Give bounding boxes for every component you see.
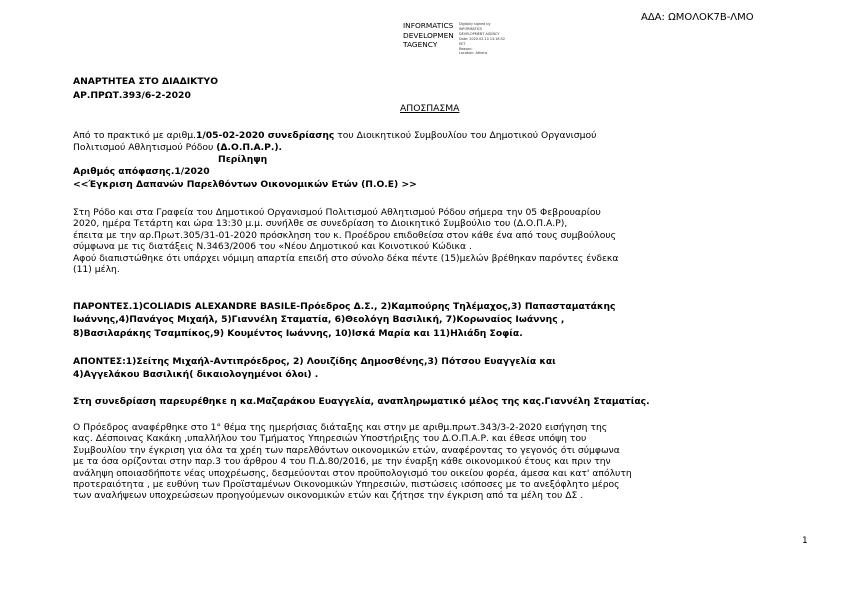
present-line: Ιωάννης,4)Πανάγος Μιχαήλ, 5)Γιαννέλη Σταματία, 6)Θεολόγη Βασιλική, 7)Κορωναίος Ιωάννης , <box>73 314 565 326</box>
session-ref: 1/05-02-2020 συνεδρίασης <box>195 130 335 141</box>
intro-text: Από το πρακτικό με αριθμ. <box>73 130 196 141</box>
document-title: ΑΠΟΣΠΑΣΜΑ <box>400 103 460 114</box>
stamp-small-line: INFORMATICS <box>459 26 483 31</box>
paragraph-line: με τα όσα ορίζονται στην παρ.3 του άρθρου 4 του Π.Δ.80/2016, με την έναρξη κάθε οικονομικού έτους και πριν την <box>73 456 611 468</box>
present-line: ΠΑΡΟΝΤΕΣ.1)COLIADIS ALEXANDRE BASILE-Πρόεδρος Δ.Σ., 2)Καμπούρης Τηλέμαχος,3) Παπασταματάκης <box>73 301 616 312</box>
decision-subject: <<Έγκριση Δαπανών Παρελθόντων Οικονομικών Ετών (Π.Ο.Ε) >> <box>73 179 417 190</box>
paragraph-line: των αναλήψεων υποχρεώσεων προηγούμενων οικονομικών ετών και ζήτησε την έγκριση από τα μέλη του ΔΣ . <box>73 490 584 502</box>
intro-line-2 <box>73 142 282 153</box>
stamp-line: INFORMATICS <box>403 21 454 30</box>
paragraph-line: προτεραιότητα , με ευθύνη των Προϊσταμένων Οικονομικών Υπηρεσιών, πιστώσεις ισόποσες με το ανεξόφλητο μέρος <box>73 479 620 491</box>
paragraph-line: 2020, ημέρα Τετάρτη και ώρα 13:30 μ.μ. συνήλθε σε συνεδρίαση το Διοικητικό Συμβούλιο του (Δ.Ο.Π.Α.Ρ), <box>73 218 568 230</box>
stamp-small-line: Location: Athens <box>459 51 488 56</box>
session-paragraph <box>73 207 618 275</box>
organization-abbr: (Δ.Ο.Π.Α.Ρ.). <box>216 142 283 153</box>
stamp-line: DEVELOPMEN <box>403 30 454 40</box>
paragraph-line: Συμβουλίου την έγκριση για όλα τα χρέη των παρελθόντων οικονομικών ετών, αναφέροντας το γεγονός ότι σύμφωνα <box>73 444 620 456</box>
paragraph-line: κας. Δέσποινας Κακάκη ,υπαλλήλου του Τμήματος Υπηρεσιών Υποστήριξης του Δ.Ο.Π.Α.Ρ. και έθεσε υπόψη του <box>73 433 587 445</box>
intro-line-1 <box>73 130 596 141</box>
absent-line: ΑΠΟΝΤΕΣ:1)Σείτης Μιχαήλ-Αντιπρόεδρος, 2) Λουιζίδης Δημοσθένης,3) Πότσου Ευαγγελία και <box>73 356 556 367</box>
decision-number: Αριθμός απόφασης.1/2020 <box>73 166 210 177</box>
present-line: 8)Βασιλαράκης Τσαμπίκος,9) Κουμέντος Ιωάννης, 10)Ισκά Μαρία και 11)Ηλιάδη Σοφία. <box>73 327 523 339</box>
stamp-small-line: Digitally signed by <box>459 22 491 26</box>
intro-text: του Διοικητικού Συμβουλίου του Δημοτικού Οργανισμού <box>334 130 597 141</box>
stamp-small-line: EET <box>459 41 466 46</box>
absent-members <box>73 355 556 382</box>
discussion-paragraph <box>73 422 632 502</box>
page-number: 1 <box>802 536 808 546</box>
stamp-line: TAGENCY <box>403 40 438 49</box>
paragraph-line: ανάληψη οποιασδήποτε νέας υποχρέωσης, δεσμεύονται στον προϋπολογισμό του οικείου φορέα, άμεσα και κατ' απόλυτη <box>73 467 632 479</box>
stamp-text <box>403 21 454 50</box>
paragraph-line: Στη Ρόδο και στα Γραφεία του Δημοτικού Οργανισμού Πολιτισμού Αθλητισμού Ρόδου σήμερα την 05 Φεβρουαρίου <box>73 207 601 218</box>
ada-code: ΑΔΑ: ΩΜΟΛΟΚ7Β-ΛΜΟ <box>641 12 754 23</box>
publish-notice: ΑΝΑΡΤΗΤΕΑ ΣΤΟ ΔΙΑΔΙΚΤΥΟ <box>73 76 219 87</box>
stamp-small-line: Date: 2020.02.10 13:18:52 <box>459 36 506 41</box>
intro-text: Πολιτισμού Αθλητισμού Ρόδου <box>73 142 217 153</box>
protocol-number: ΑΡ.ΠΡΩΤ.393/6-2-2020 <box>73 90 191 101</box>
paragraph-line: Ο Πρόεδρος αναφέρθηκε στο 1° θέμα της ημερήσιας διάταξης και στην με αριθμ.πρωτ.343/3-2-2020 εισήγηση της <box>73 422 608 433</box>
stamp-small-line: DEVELOPMENT AGENCY <box>459 31 500 36</box>
paragraph-line: Αφού διαπιστώθηκε ότι υπάρχει νόμιμη απαρτία επειδή στο σύνολο δέκα πέντε (15)μελών βρέθηκαν παρόντες ένδεκα <box>73 252 619 264</box>
stamp-small-text <box>459 22 505 56</box>
absent-line: 4)Αγγελάκου Βασιλική( δικαιολογημένοι όλοι) . <box>73 369 319 381</box>
present-members <box>73 300 616 340</box>
paragraph-line: (11) μέλη. <box>73 264 120 276</box>
attendance-note: Στη συνεδρίαση παρευρέθηκε η κα.Μαζαράκου Ευαγγελία, αναπληρωματικό μέλος της κας.Γιαννέλη Σταματίας. <box>73 396 650 407</box>
summary-label: Περίληψη <box>218 154 268 165</box>
stamp-small-line: Reason: <box>459 46 473 51</box>
paragraph-line: έπειτα με την αρ.Πρωτ.305/31-01-2020 πρόσκληση του κ. Προέδρου επιδοθείσα στον κάθε ένα από τους συμβούλους <box>73 229 617 241</box>
paragraph-line: σύμφωνα με τις διατάξεις Ν.3463/2006 του «Νέου Δημοτικού και Κοινοτικού Κώδικα . <box>73 241 472 253</box>
